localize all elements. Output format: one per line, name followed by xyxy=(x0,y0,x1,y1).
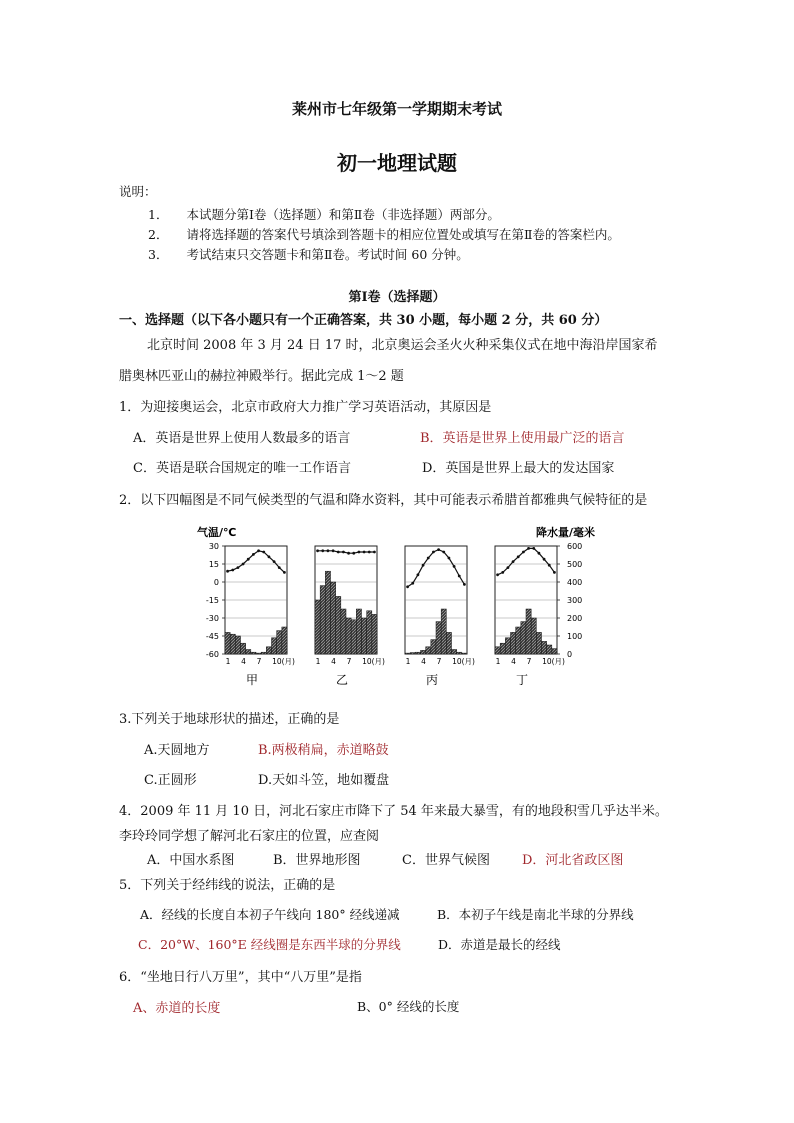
precip-tick-label: 200 xyxy=(567,614,583,623)
temp-point xyxy=(262,551,265,554)
temp-point xyxy=(231,569,234,572)
temp-point xyxy=(242,563,245,566)
question-3-option-a: A.天圆地方 xyxy=(144,743,210,758)
temp-point xyxy=(347,552,350,555)
precip-bar xyxy=(405,653,410,654)
month-tick-label: 10(月) xyxy=(452,657,475,666)
precip-bar xyxy=(336,596,341,654)
month-tick-label: 4 xyxy=(511,657,516,666)
section-heading: 一、选择题（以下各小题只有一个正确答案，共 30 小题，每小题 2 分，共 60 分） xyxy=(119,313,608,328)
question-4-option-b: B．世界地形图 xyxy=(273,853,361,868)
temp-tick-label: -15 xyxy=(205,596,219,605)
temp-point xyxy=(517,555,520,558)
question-4-stem-line-2: 李玲玲同学想了解河北石家庄的位置，应查阅 xyxy=(119,829,380,844)
precip-bar xyxy=(372,614,377,654)
precip-bar xyxy=(421,650,426,654)
month-tick-label: 1 xyxy=(225,657,231,666)
temp-tick-label: 30 xyxy=(208,542,219,551)
precip-bar xyxy=(500,643,505,654)
month-tick-label: 7 xyxy=(436,657,442,666)
question-3-option-b: B.两极稍扁，赤道略鼓 xyxy=(258,743,389,758)
temp-point xyxy=(548,564,551,567)
precip-bar xyxy=(436,622,441,654)
precip-bar xyxy=(256,653,261,654)
temp-point xyxy=(337,551,340,554)
temp-line xyxy=(318,551,375,553)
temp-point xyxy=(273,560,276,563)
instruction-num: 3． xyxy=(148,247,169,262)
precip-bar xyxy=(351,620,356,654)
temp-point xyxy=(342,551,345,554)
temp-point xyxy=(268,555,271,558)
temp-point xyxy=(278,566,281,569)
precip-bar xyxy=(251,652,256,654)
precip-bar xyxy=(225,632,230,654)
precip-bar xyxy=(536,632,541,654)
temp-point xyxy=(411,582,414,585)
passage-line-1: 北京时间 2008 年 3 月 24 日 17 时，北京奥运会圣火火种采集仪式在地中海沿岸国家希 xyxy=(147,338,658,353)
month-tick-label: 1 xyxy=(315,657,321,666)
precip-bar xyxy=(356,609,361,654)
precip-bar xyxy=(282,627,287,654)
question-3-stem: 3.下列关于地球形状的描述，正确的是 xyxy=(119,712,340,727)
temp-point xyxy=(363,551,366,554)
temp-tick-label: 0 xyxy=(213,578,219,587)
temp-point xyxy=(352,552,355,555)
question-1-option-d: D．英国是世界上最大的发达国家 xyxy=(422,461,615,476)
left-axis-label: 气温/℃ xyxy=(197,526,237,539)
precip-bar xyxy=(431,640,436,654)
panel-name-label: 甲 xyxy=(245,673,259,687)
instruction-num: 2． xyxy=(148,227,169,242)
instruction-item-1 xyxy=(148,205,500,223)
precip-bar xyxy=(526,609,531,654)
temp-line xyxy=(408,550,465,587)
temp-point xyxy=(226,570,229,573)
instruction-text: 考试结束只交答题卡和第Ⅱ卷。考试时间 60 分钟。 xyxy=(186,247,469,262)
temp-point xyxy=(437,548,440,551)
precip-tick-label: 400 xyxy=(567,578,583,587)
temp-point xyxy=(453,565,456,568)
precip-bar xyxy=(547,645,552,654)
precip-bar xyxy=(341,609,346,654)
question-4-stem-line-1: 4．2009 年 11 月 10 日，河北石家庄市降下了 54 年来最大暴雪，有的地段积雪几乎达半米。 xyxy=(119,804,668,819)
precip-bar xyxy=(521,622,526,654)
right-axis-label: 降水量/毫米 xyxy=(535,526,595,539)
temp-point xyxy=(321,549,324,552)
precip-bar xyxy=(516,627,521,654)
precip-bar xyxy=(272,638,277,654)
month-tick-label: 10(月) xyxy=(272,657,295,666)
precip-tick-label: 600 xyxy=(567,542,583,551)
temp-point xyxy=(553,571,556,574)
temp-point xyxy=(543,558,546,561)
temp-point xyxy=(538,552,541,555)
precip-bar xyxy=(266,647,271,654)
climate-charts xyxy=(195,520,595,692)
precip-bar xyxy=(261,652,266,654)
temp-tick-label: -30 xyxy=(205,614,219,623)
temp-point xyxy=(507,566,510,569)
temp-point xyxy=(432,551,435,554)
instruction-item-3 xyxy=(148,245,469,263)
temp-point xyxy=(368,551,371,554)
precip-bar xyxy=(346,618,351,654)
temp-point xyxy=(522,551,525,554)
temp-point xyxy=(458,575,461,578)
precip-bar xyxy=(320,586,325,654)
precip-bar xyxy=(325,571,330,654)
precip-bar xyxy=(457,652,462,654)
temp-point xyxy=(283,571,286,574)
precip-bar xyxy=(277,631,282,654)
temp-point xyxy=(358,551,361,554)
temp-point xyxy=(257,549,260,552)
precip-bar xyxy=(495,647,500,654)
instruction-text: 本试题分第Ⅰ卷（选择题）和第Ⅱ卷（非选择题）两部分。 xyxy=(186,207,500,222)
question-1-stem: 1．为迎接奥运会，北京市政府大力推广学习英语活动，其原因是 xyxy=(119,400,492,415)
month-tick-label: 10(月) xyxy=(362,657,385,666)
temp-point xyxy=(316,549,319,552)
temp-point xyxy=(442,551,445,554)
precip-bar xyxy=(552,649,557,654)
precip-bar xyxy=(531,618,536,654)
section-title: 第Ⅰ卷（选择题） xyxy=(348,290,446,305)
temp-point xyxy=(406,585,409,588)
temp-line xyxy=(498,548,555,574)
question-1-option-a: A．英语是世界上使用人数最多的语言 xyxy=(133,431,351,446)
precip-bar xyxy=(415,652,420,654)
question-6-option-b: B、0° 经线的长度 xyxy=(357,999,460,1014)
precip-bar xyxy=(462,653,467,654)
question-1-option-b: B．英语是世界上使用最广泛的语言 xyxy=(420,431,625,446)
precip-bar xyxy=(241,643,246,654)
month-tick-label: 4 xyxy=(241,657,246,666)
precip-bar xyxy=(441,609,446,654)
month-tick-label: 10(月) xyxy=(542,657,565,666)
panel-name-label: 丁 xyxy=(515,673,529,687)
question-1-option-c: C．英语是联合国规定的唯一工作语言 xyxy=(133,461,351,476)
question-3-option-c: C.正圆形 xyxy=(144,773,197,788)
question-4-option-a: A．中国水系图 xyxy=(147,853,235,868)
paper-title: 初一地理试题 xyxy=(337,151,457,175)
temp-point xyxy=(532,547,535,550)
instructions-label: 说明： xyxy=(119,184,157,199)
precip-tick-label: 0 xyxy=(567,650,573,659)
passage-line-2: 腊奥林匹亚山的赫拉神殿举行。据此完成 1～2 题 xyxy=(119,369,404,384)
temp-point xyxy=(463,583,466,586)
temp-point xyxy=(501,571,504,574)
instruction-num: 1． xyxy=(148,207,169,222)
precip-bar xyxy=(246,650,251,655)
question-5-stem: 5．下列关于经纬线的说法，正确的是 xyxy=(119,878,336,893)
precip-tick-label: 500 xyxy=(567,560,583,569)
question-4-option-d: D．河北省政区图 xyxy=(522,853,624,868)
temp-point xyxy=(247,558,250,561)
temp-tick-label: -45 xyxy=(205,632,219,641)
temp-point xyxy=(332,549,335,552)
precip-bar xyxy=(230,634,235,654)
temp-point xyxy=(237,566,240,569)
temp-point xyxy=(427,557,430,560)
precip-bar xyxy=(235,636,240,654)
month-tick-label: 7 xyxy=(526,657,532,666)
precip-bar xyxy=(542,641,547,654)
temp-tick-label: 15 xyxy=(208,560,219,569)
temp-point xyxy=(373,551,376,554)
instruction-text: 请将选择题的答案代号填涂到答题卡的相应位置处或填写在第Ⅱ卷的答案栏内。 xyxy=(186,227,620,242)
precip-bar xyxy=(362,618,367,654)
temp-point xyxy=(512,560,515,563)
question-4-option-c: C．世界气候图 xyxy=(402,853,490,868)
temp-line xyxy=(228,551,285,573)
month-tick-label: 7 xyxy=(256,657,262,666)
panel-name-label: 乙 xyxy=(335,673,349,687)
precip-bar xyxy=(367,611,372,654)
question-3-option-d: D.天如斗笠，地如覆盘 xyxy=(258,773,390,788)
precip-bar xyxy=(505,638,510,654)
question-5-option-d: D．赤道是最长的经线 xyxy=(438,937,561,952)
month-tick-label: 1 xyxy=(405,657,411,666)
question-5-option-a: A．经线的长度自本初子午线向 180° 经线递减 xyxy=(140,907,400,922)
precip-bar xyxy=(511,632,516,654)
temp-tick-label: -60 xyxy=(205,650,219,659)
precip-bar xyxy=(452,650,457,655)
temp-point xyxy=(448,557,451,560)
instruction-item-2 xyxy=(148,225,620,243)
question-2-stem: 2．以下四幅图是不同气候类型的气温和降水资料，其中可能表示希腊首都雅典气候特征的是 xyxy=(119,493,648,508)
temp-point xyxy=(327,549,330,552)
precip-bar xyxy=(446,632,451,654)
month-tick-label: 4 xyxy=(331,657,336,666)
school-exam-title: 莱州市七年级第一学期期末考试 xyxy=(291,100,502,118)
question-5-option-b: B．本初子午线是南北半球的分界线 xyxy=(437,907,634,922)
precip-tick-label: 100 xyxy=(567,632,583,641)
precip-bar xyxy=(331,582,336,654)
question-5-option-c: C．20°W、160°E 经线圈是东西半球的分界线 xyxy=(138,937,401,952)
temp-point xyxy=(496,573,499,576)
month-tick-label: 4 xyxy=(421,657,426,666)
temp-point xyxy=(527,547,530,550)
precip-bar xyxy=(426,647,431,654)
precip-bar xyxy=(315,600,320,654)
temp-point xyxy=(422,564,425,567)
temp-point xyxy=(252,553,255,556)
temp-point xyxy=(417,573,420,576)
month-tick-label: 7 xyxy=(346,657,352,666)
panel-name-label: 丙 xyxy=(425,673,439,687)
question-6-option-a: A、赤道的长度 xyxy=(133,1001,221,1016)
precip-bar xyxy=(410,653,415,654)
question-6-stem: 6．“坐地日行八万里”，其中“八万里”是指 xyxy=(119,970,362,985)
precip-tick-label: 300 xyxy=(567,596,583,605)
month-tick-label: 1 xyxy=(495,657,501,666)
